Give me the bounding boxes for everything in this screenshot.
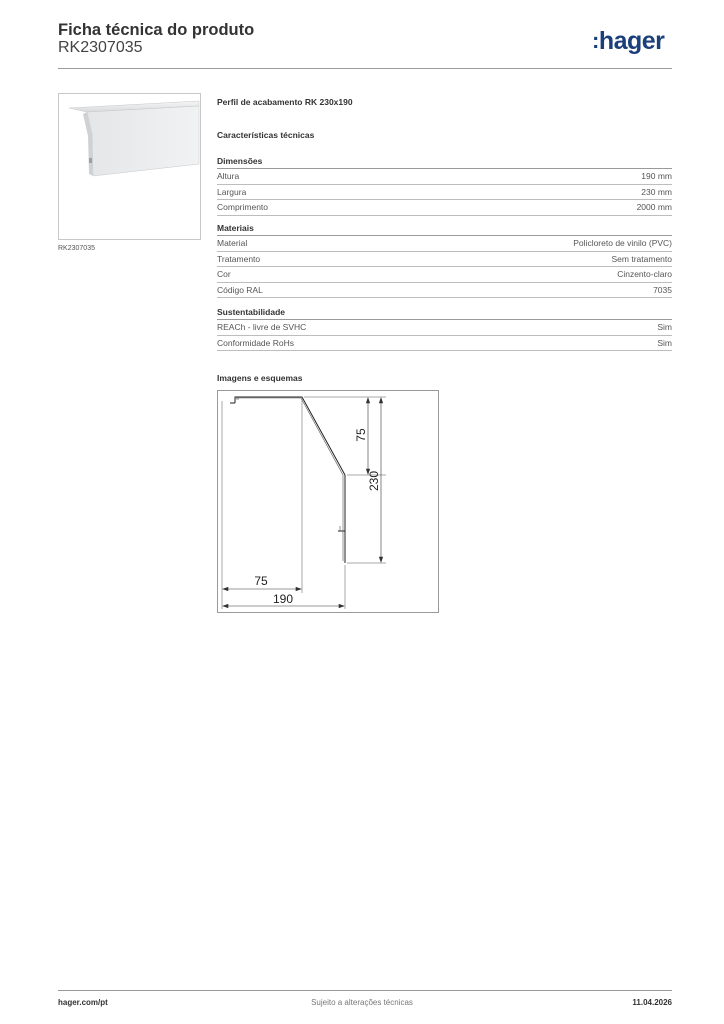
footer-notice: Sujeito a alterações técnicas [311, 998, 413, 1007]
spec-row [217, 185, 672, 201]
spec-label: Cor [217, 269, 231, 280]
spec-label: Material [217, 238, 248, 249]
photo-caption: RK2307035 [58, 245, 95, 252]
spec-row [217, 252, 672, 268]
spec-value: Cinzento-claro [617, 269, 672, 280]
technical-drawing [217, 390, 439, 613]
spec-value: 2000 mm [636, 202, 672, 213]
group-dimensions [217, 156, 672, 216]
footer-website-link[interactable]: hager.com/pt [58, 998, 108, 1007]
spec-value: 190 mm [641, 171, 672, 182]
spec-label: Comprimento [217, 202, 269, 213]
spec-value: Sim [657, 322, 672, 333]
group-materials [217, 223, 672, 298]
logo-text: hager [598, 27, 665, 55]
spec-label: Altura [217, 171, 240, 182]
profile-photo-illustration [59, 94, 200, 239]
spec-value: 230 mm [641, 186, 672, 197]
dim-width-partial: 75 [254, 574, 268, 588]
spec-value: Policloreto de vinilo (PVC) [573, 238, 672, 249]
product-reference: RK2307035 [58, 39, 143, 56]
spec-value: Sem tratamento [611, 253, 672, 264]
group-sustainability [217, 307, 672, 351]
spec-label: Conformidade RoHs [217, 337, 295, 348]
spec-row [217, 169, 672, 185]
specs-heading: Características técnicas [217, 130, 315, 140]
dim-height-upper: 75 [354, 428, 368, 442]
group-title: Dimensões [217, 156, 672, 169]
footer-divider [58, 990, 672, 991]
group-title: Sustentabilidade [217, 307, 672, 320]
product-name: Perfil de acabamento RK 230x190 [217, 97, 353, 107]
dim-height-total: 230 [367, 470, 381, 492]
header-divider [58, 68, 672, 69]
spec-value: Sim [657, 337, 672, 348]
group-title: Materiais [217, 223, 672, 236]
spec-label: Código RAL [217, 284, 263, 295]
spec-row [217, 336, 672, 352]
hager-logo: :hager [592, 27, 665, 55]
page-title: Ficha técnica do produto [58, 21, 255, 39]
spec-row [217, 200, 672, 216]
images-heading: Imagens e esquemas [217, 373, 303, 383]
spec-label: Tratamento [217, 253, 261, 264]
spec-row [217, 320, 672, 336]
spec-value: 7035 [653, 284, 672, 295]
spec-row [217, 283, 672, 299]
spec-row [217, 267, 672, 283]
footer-date: 11.04.2026 [632, 998, 672, 1007]
dim-width-total: 190 [272, 592, 294, 606]
profile-outline [235, 397, 345, 563]
profile-section-drawing [218, 391, 438, 612]
spec-label: REACh - livre de SVHC [217, 322, 307, 333]
product-photo [58, 93, 201, 240]
spec-label: Largura [217, 186, 247, 197]
spec-row [217, 236, 672, 252]
